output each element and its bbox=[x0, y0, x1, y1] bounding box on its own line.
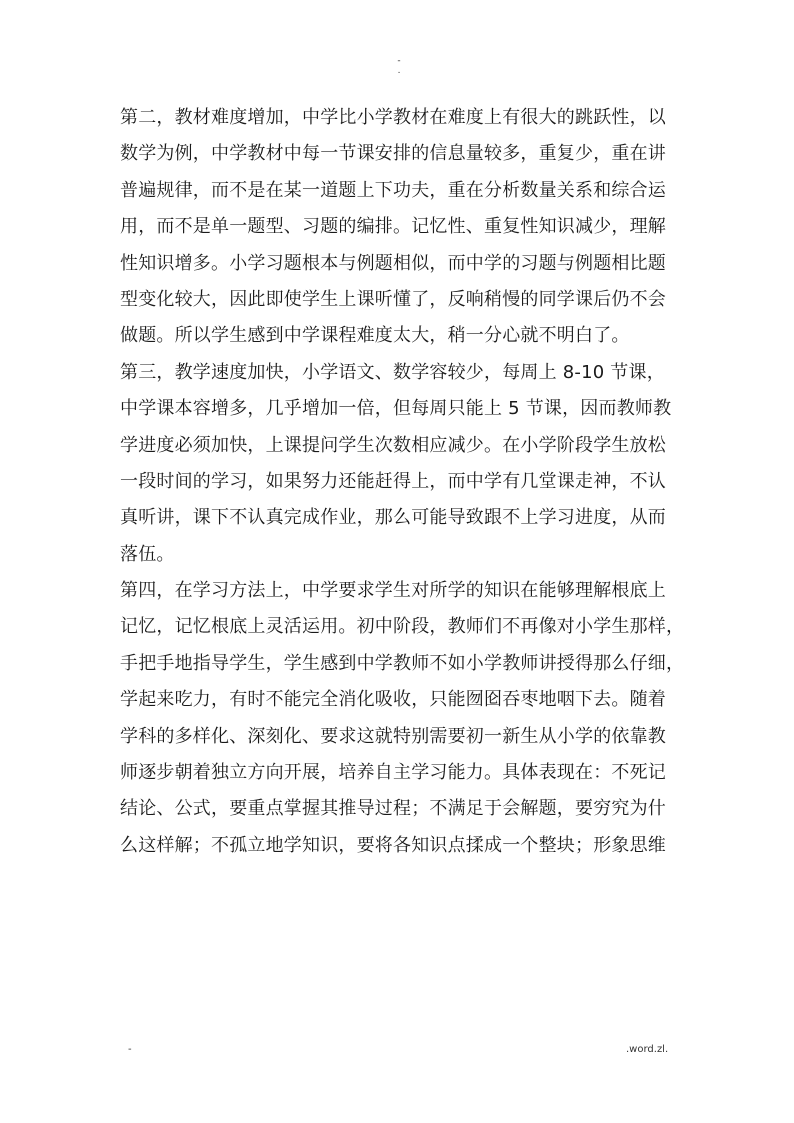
text-line: 师逐步朝着独立方向开展，培养自主学习能力。具体表现在：不死记 bbox=[120, 762, 666, 784]
text-line: 记忆，记忆根底上灵活运用。初中阶段，教师们不再像对小学生那样， bbox=[120, 616, 685, 638]
text-line: 落伍。 bbox=[120, 543, 175, 565]
text-line: 学起来吃力，有时不能完全消化吸收，只能囫囵吞枣地咽下去。随着 bbox=[120, 689, 666, 711]
text-line: 中学课本容增多，几乎增加一倍，但每周只能上 5 节课，因而教师教 bbox=[120, 398, 672, 420]
text-line: 性知识增多。小学习题根本与例题相似，而中学的习题与例题相比题 bbox=[120, 252, 666, 274]
text-line: 第三，教学速度加快，小学语文、数学容较少，每周上 8-10 节课， bbox=[120, 361, 665, 383]
text-line: 普遍规律，而不是在某一道题上下功夫，重在分析数量关系和综合运 bbox=[120, 179, 666, 201]
text-line: 手把手地指导学生，学生感到中学教师不如小学教师讲授得那么仔细， bbox=[120, 652, 685, 674]
footer-left-mark: - bbox=[128, 1044, 132, 1055]
text-line: 学科的多样化、深刻化、要求这就特别需要初一新生从小学的依靠教 bbox=[120, 725, 666, 747]
text-line: 做题。所以学生感到中学课程难度太大，稍一分心就不明白了。 bbox=[120, 325, 630, 347]
document-body bbox=[120, 100, 685, 864]
text-line: 第四，在学习方法上，中学要求学生对所学的知识在能够理解根底上 bbox=[120, 580, 666, 602]
text-line: 学进度必须加快，上课提问学生次数相应减少。在小学阶段学生放松 bbox=[120, 434, 666, 456]
footer-right-mark: .word.zl. bbox=[626, 1044, 669, 1055]
header-mark-bottom: . bbox=[397, 66, 401, 76]
text-line: 结论、公式，要重点掌握其推导过程；不满足于会解题，要穷究为什 bbox=[120, 798, 666, 820]
text-line: 一段时间的学习，如果努力还能赶得上，而中学有几堂课走神，不认 bbox=[120, 470, 666, 492]
text-line: 第二，教材难度增加，中学比小学教材在难度上有很大的跳跃性，以 bbox=[120, 107, 666, 128]
text-line: 数学为例，中学教材中每一节课安排的信息量较多，重复少，重在讲 bbox=[120, 143, 666, 165]
text-line: 真听讲，课下不认真完成作业，那么可能导致跟不上学习进度，从而 bbox=[120, 507, 666, 529]
header-mark bbox=[393, 56, 405, 76]
header-mark-top: - bbox=[397, 56, 401, 66]
text-line: 型变化较大，因此即使学生上课听懂了，反响稍慢的同学课后仍不会 bbox=[120, 288, 666, 310]
text-line: 用，而不是单一题型、习题的编排。记忆性、重复性知识减少，理解 bbox=[120, 216, 666, 238]
text-line: 么这样解；不孤立地学知识，要将各知识点揉成一个整块；形象思维 bbox=[120, 834, 666, 856]
